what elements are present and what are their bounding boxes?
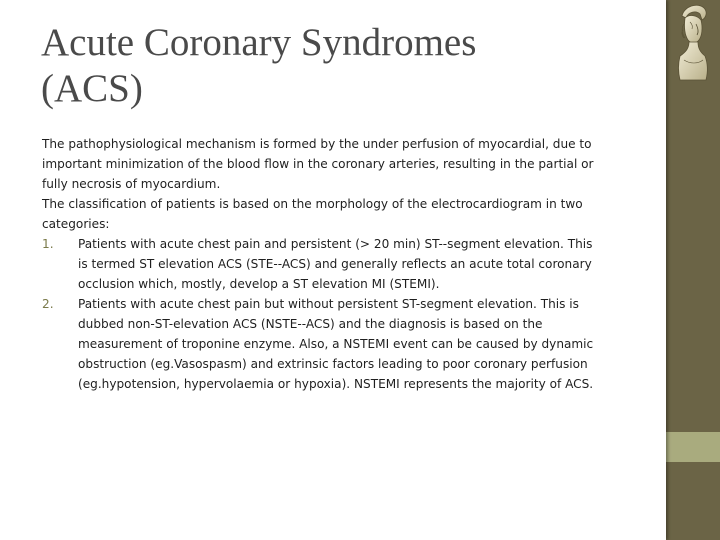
body-paragraph-mechanism: The pathophysiological mechanism is formed by the under perfusion of myocardial, due to important minimization of the blood flow in the coronary arteries, resulting in the partial or fully necrosis of myocardium. [42,137,594,191]
classical-bust-logo-icon [672,2,712,82]
list-item [42,294,604,394]
list-number: 1. [42,237,54,251]
sidebar-bottom-panel [666,462,720,540]
slide-title [41,20,641,112]
slide-body [42,134,604,394]
list-item [42,234,604,294]
logo-graphic [672,2,712,82]
slide-title-line-2: (ACS) [41,67,143,110]
list-text: Patients with acute chest pain but without persistent ST-segment elevation. This is dubbed non-ST-elevation ACS (NSTE--ACS) and the diagnosis is based on the measurement of troponine enzyme. Also, a NSTEMI event can be caused by dynamic obstruction (eg.Vasospasm) and extrinsic factors leading to poor coronary perfusion (eg.hypotension, hypervolaemia or hypoxia). NSTEMI represents the majority of ACS. [78,297,594,391]
list-text: Patients with acute chest pain and persistent (> 20 min) ST--segment elevation. This is termed ST elevation ACS (STE--ACS) and generally reflects an acute total coronary occlusion which, mostly, develop a ST elevation MI (STEMI). [78,237,593,291]
body-paragraph-classification: The classification of patients is based on the morphology of the electrocardiogram in two categories: [42,197,583,231]
slide-title-line-1: Acute Coronary Syndromes [41,21,477,64]
list-number: 2. [42,297,54,311]
sidebar-accent-band [666,432,720,462]
